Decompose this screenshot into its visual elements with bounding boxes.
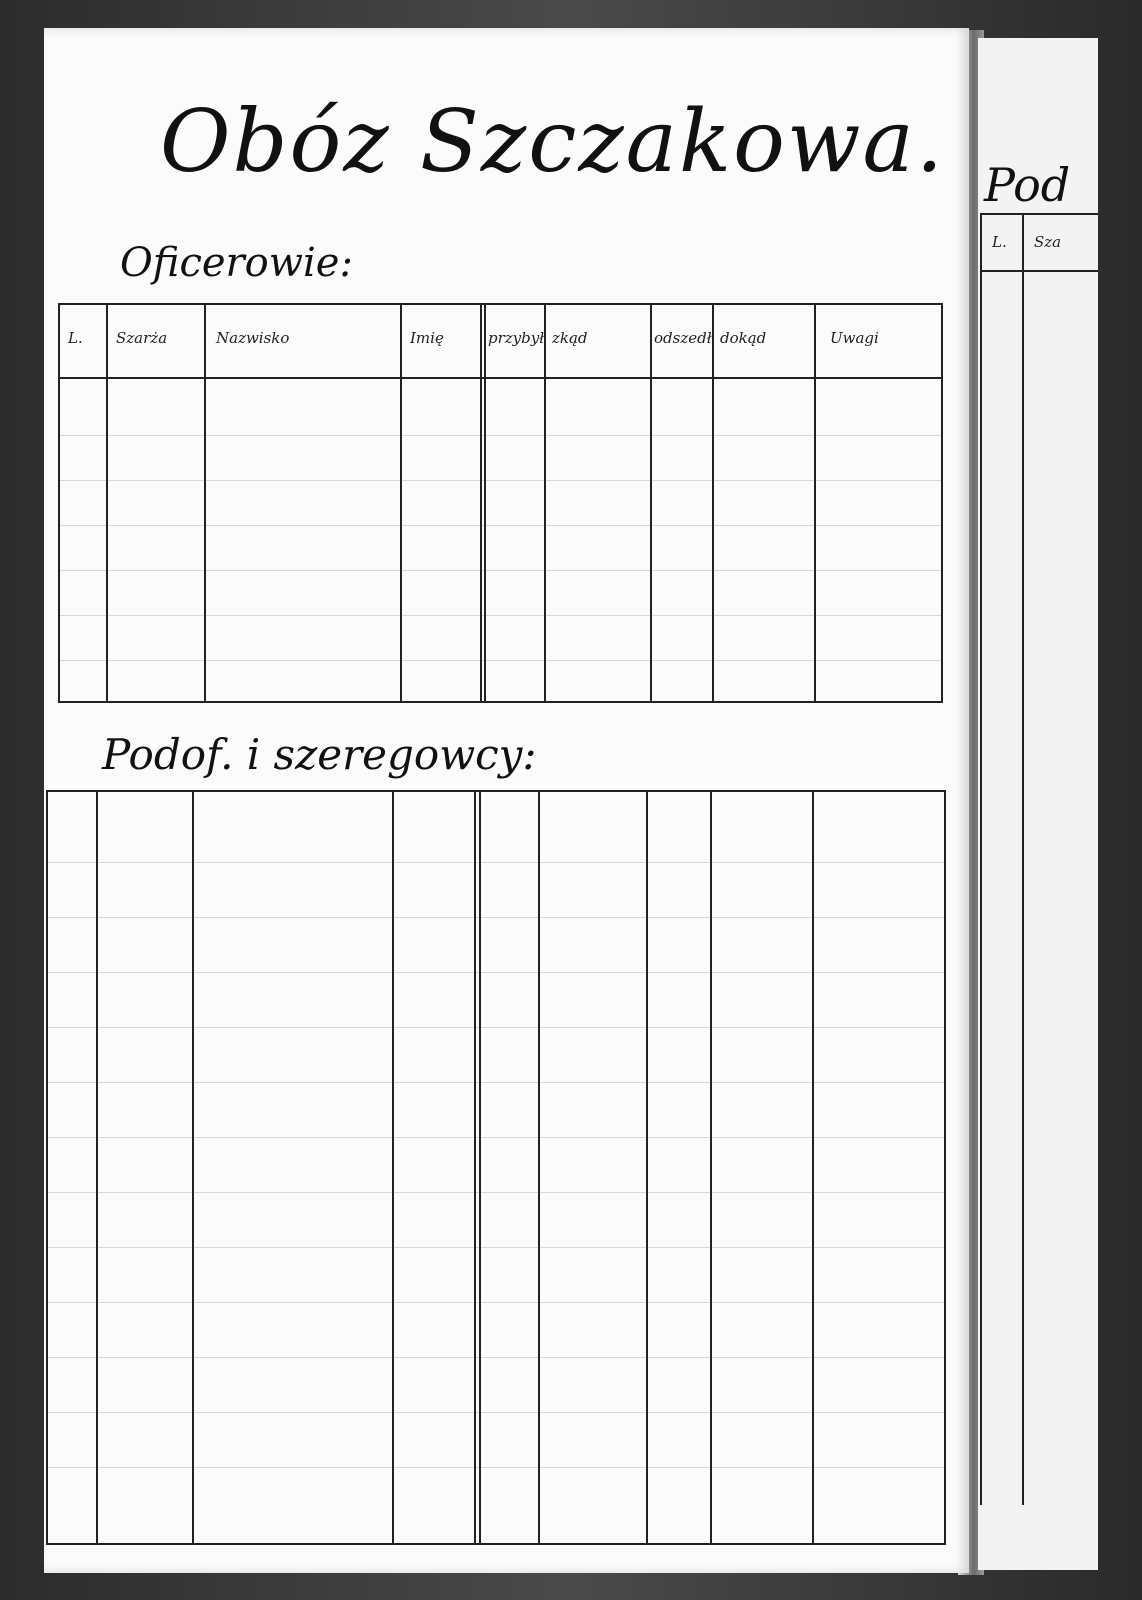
faint-row-rule xyxy=(48,917,944,918)
nco-col-divider xyxy=(474,792,476,1543)
right-page-title: Pod xyxy=(984,158,1071,212)
nco-col-divider xyxy=(96,792,98,1543)
officers-col-divider xyxy=(480,305,482,701)
right-header-number: L. xyxy=(992,233,1007,251)
header-from-where: zkąd xyxy=(552,329,588,347)
officers-col-divider xyxy=(484,305,486,701)
faint-row-rule xyxy=(60,660,941,661)
faint-row-rule xyxy=(48,1302,944,1303)
officers-col-divider xyxy=(400,305,402,701)
header-departed: odszedł xyxy=(654,329,712,347)
faint-row-rule xyxy=(48,862,944,863)
section-officers-label: Oficerowie: xyxy=(120,240,353,286)
nco-col-divider xyxy=(192,792,194,1543)
faint-row-rule xyxy=(48,1467,944,1468)
nco-col-divider xyxy=(538,792,540,1543)
officers-col-divider xyxy=(650,305,652,701)
faint-row-rule xyxy=(48,1192,944,1193)
section-nco-label: Podof. i szeregowcy: xyxy=(102,730,537,779)
nco-col-divider xyxy=(710,792,712,1543)
header-to-where: dokąd xyxy=(720,329,767,347)
right-page-table xyxy=(980,213,1098,1505)
faint-row-rule xyxy=(48,1247,944,1248)
officers-col-divider xyxy=(814,305,816,701)
officers-table xyxy=(58,303,943,703)
nco-col-divider xyxy=(646,792,648,1543)
officers-col-divider xyxy=(204,305,206,701)
header-remarks: Uwagi xyxy=(830,329,879,347)
faint-row-rule xyxy=(60,435,941,436)
header-first-name: Imię xyxy=(410,329,444,347)
right-header-rank: Sza xyxy=(1034,233,1062,251)
faint-row-rule xyxy=(48,1357,944,1358)
officers-col-divider xyxy=(712,305,714,701)
header-number: L. xyxy=(68,329,83,347)
header-rank: Szarża xyxy=(116,329,168,347)
faint-row-rule xyxy=(60,480,941,481)
nco-table xyxy=(46,790,946,1545)
left-page xyxy=(44,28,969,1573)
faint-row-rule xyxy=(60,570,941,571)
right-header-rule xyxy=(982,270,1098,272)
faint-row-rule xyxy=(48,1137,944,1138)
faint-row-rule xyxy=(48,1027,944,1028)
faint-row-rule xyxy=(60,525,941,526)
right-col-divider xyxy=(1022,215,1024,1505)
right-page-edge xyxy=(978,38,1098,1570)
faint-row-rule xyxy=(48,1412,944,1413)
nco-col-divider xyxy=(479,792,481,1543)
faint-row-rule xyxy=(48,972,944,973)
header-arrived: przybył xyxy=(488,329,545,347)
officers-table-header xyxy=(60,305,941,379)
header-surname: Nazwisko xyxy=(216,329,290,347)
officers-col-divider xyxy=(106,305,108,701)
officers-col-divider xyxy=(544,305,546,701)
page-title: Obóz Szczakowa. xyxy=(160,92,946,192)
nco-col-divider xyxy=(812,792,814,1543)
nco-col-divider xyxy=(392,792,394,1543)
faint-row-rule xyxy=(60,615,941,616)
faint-row-rule xyxy=(48,1082,944,1083)
